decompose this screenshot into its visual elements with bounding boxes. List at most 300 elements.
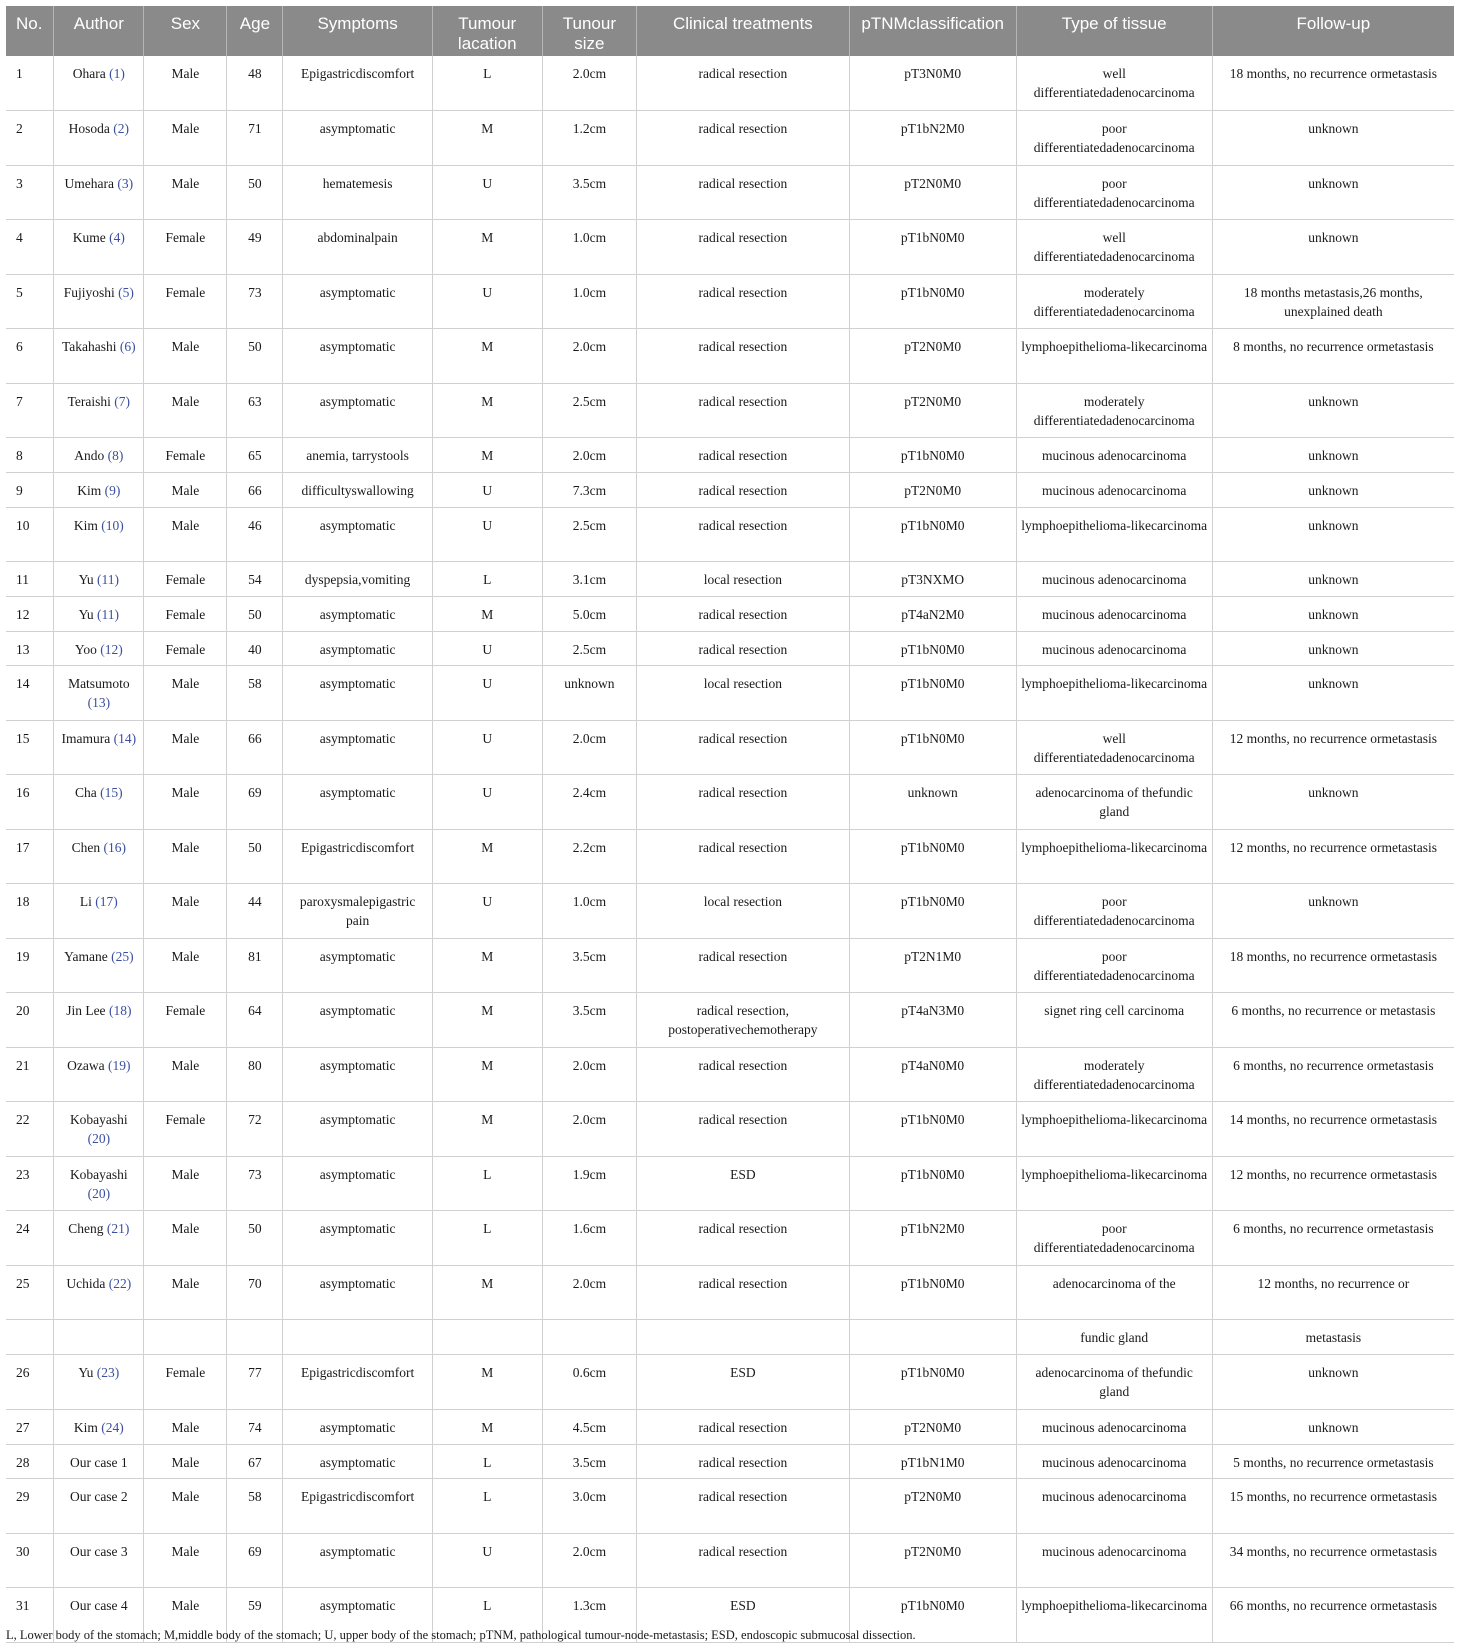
table-row — [6, 993, 1454, 1048]
cell-sex: Male — [144, 1533, 227, 1588]
cell-size — [542, 1320, 636, 1355]
cell-location: M — [432, 329, 542, 384]
case-table — [6, 6, 1454, 1643]
cell-treatment: radical resection — [637, 720, 850, 775]
cell-sex: Male — [144, 165, 227, 220]
cell-follow-up: 6 months, no recurrence ormetastasis — [1212, 1047, 1454, 1102]
cell-ptnm: pT3N0M0 — [849, 56, 1016, 111]
cell-age: 59 — [227, 1588, 283, 1643]
cell-location: U — [432, 472, 542, 507]
cell-tissue: mucinous adenocarcinoma — [1016, 1479, 1212, 1534]
cell-symptoms: anemia, tarrystools — [283, 438, 432, 473]
cell-no: 15 — [6, 720, 54, 775]
cell-symptoms: hematemesis — [283, 165, 432, 220]
cell-size: unknown — [542, 666, 636, 721]
header-no: No. — [6, 6, 54, 56]
cell-no: 11 — [6, 562, 54, 597]
reference-link[interactable]: (17) — [95, 894, 118, 910]
cell-follow-up: unknown — [1212, 884, 1454, 939]
table-row — [6, 775, 1454, 830]
cell-tissue: well differentiatedadenocarcinoma — [1016, 720, 1212, 775]
cell-author — [54, 507, 144, 562]
cell-author — [54, 1320, 144, 1355]
cell-no: 2 — [6, 111, 54, 166]
cell-size: 2.5cm — [542, 631, 636, 666]
cell-no: 5 — [6, 274, 54, 329]
author-name: Uchida — [66, 1275, 106, 1291]
cell-follow-up: 12 months, no recurrence ormetastasis — [1212, 829, 1454, 884]
cell-author — [54, 631, 144, 666]
cell-ptnm: pT2N0M0 — [849, 1409, 1016, 1444]
reference-link[interactable]: (4) — [109, 230, 125, 245]
cell-ptnm: pT2N0M0 — [849, 472, 1016, 507]
table-row — [6, 507, 1454, 562]
cell-age: 80 — [227, 1047, 283, 1102]
cell-no: 18 — [6, 884, 54, 939]
author-name: Yu — [78, 606, 94, 622]
table-row — [6, 829, 1454, 884]
cell-no: 7 — [6, 383, 54, 438]
author-name: Takahashi — [61, 339, 117, 354]
cell-no: 9 — [6, 472, 54, 507]
table-row — [6, 383, 1454, 438]
cell-tissue: poor differentiatedadenocarcinoma — [1016, 1211, 1212, 1266]
author-name: Ando — [74, 448, 105, 463]
reference-link[interactable]: (11) — [97, 572, 120, 588]
cell-follow-up: unknown — [1212, 562, 1454, 597]
reference-link[interactable]: (20) — [87, 1185, 111, 1201]
reference-link[interactable]: (23) — [96, 1365, 120, 1381]
reference-link[interactable]: (11) — [97, 606, 120, 622]
cell-follow-up: unknown — [1212, 775, 1454, 830]
header-clinical-treatments: Clinical treatments — [637, 6, 850, 56]
cell-tissue: fundic gland — [1016, 1320, 1212, 1355]
cell-location: U — [432, 274, 542, 329]
cell-sex: Male — [144, 1156, 227, 1211]
cell-tissue: mucinous adenocarcinoma — [1016, 438, 1212, 473]
cell-age: 71 — [227, 111, 283, 166]
reference-link[interactable]: (15) — [100, 785, 123, 801]
reference-link[interactable]: (24) — [101, 1419, 124, 1435]
table-row — [6, 1444, 1454, 1479]
cell-author — [54, 1479, 144, 1534]
cell-no: 6 — [6, 329, 54, 384]
cell-size: 2.0cm — [542, 56, 636, 111]
author-name: Ozawa — [67, 1057, 105, 1073]
cell-location: U — [432, 884, 542, 939]
cell-no: 24 — [6, 1211, 54, 1266]
cell-author — [54, 1409, 144, 1444]
cell-location: L — [432, 1156, 542, 1211]
cell-symptoms: asymptomatic — [283, 1409, 432, 1444]
header-tumour-location: Tumour lacation — [432, 6, 542, 56]
cell-size: 2.0cm — [542, 720, 636, 775]
cell-tissue: poor differentiatedadenocarcinoma — [1016, 884, 1212, 939]
cell-ptnm: pT1bN0M0 — [849, 1588, 1016, 1643]
reference-link[interactable]: (3) — [117, 175, 134, 191]
cell-age: 40 — [227, 631, 283, 666]
cell-treatment: radical resection — [637, 383, 850, 438]
cell-ptnm: pT2N0M0 — [849, 383, 1016, 438]
cell-location: M — [432, 938, 542, 993]
case-table-container — [6, 6, 1454, 1643]
cell-sex: Female — [144, 631, 227, 666]
cell-author — [54, 775, 144, 830]
cell-author — [54, 165, 144, 220]
cell-location: U — [432, 507, 542, 562]
cell-tissue: moderately differentiatedadenocarcinoma — [1016, 274, 1212, 329]
cell-follow-up: 12 months, no recurrence ormetastasis — [1212, 1156, 1454, 1211]
cell-tissue: lymphoepithelioma-likecarcinoma — [1016, 1102, 1212, 1157]
cell-location: M — [432, 1047, 542, 1102]
cell-treatment: radical resection — [637, 1444, 850, 1479]
cell-size: 3.5cm — [542, 993, 636, 1048]
cell-follow-up: unknown — [1212, 383, 1454, 438]
author-name: Li — [79, 894, 92, 910]
reference-link[interactable]: (18) — [108, 1003, 132, 1019]
cell-treatment: radical resection — [637, 1102, 850, 1157]
cell-location: M — [432, 220, 542, 275]
cell-ptnm: pT4aN2M0 — [849, 596, 1016, 631]
cell-follow-up: 18 months, no recurrence ormetastasis — [1212, 56, 1454, 111]
cell-ptnm: pT1bN0M0 — [849, 884, 1016, 939]
cell-treatment: radical resection — [637, 274, 850, 329]
cell-follow-up: metastasis — [1212, 1320, 1454, 1355]
cell-ptnm: pT1bN0M0 — [849, 1265, 1016, 1320]
reference-link[interactable]: (5) — [118, 284, 134, 300]
cell-symptoms: asymptomatic — [283, 111, 432, 166]
cell-sex: Male — [144, 472, 227, 507]
reference-link[interactable]: (7) — [114, 393, 131, 409]
cell-treatment: radical resection — [637, 631, 850, 666]
cell-sex: Female — [144, 220, 227, 275]
cell-tissue: lymphoepithelioma-likecarcinoma — [1016, 1588, 1212, 1643]
cell-tissue: mucinous adenocarcinoma — [1016, 596, 1212, 631]
reference-link[interactable]: (13) — [87, 695, 111, 711]
cell-symptoms: asymptomatic — [283, 274, 432, 329]
reference-link[interactable]: (25) — [111, 948, 134, 964]
reference-link[interactable]: (9) — [104, 482, 121, 498]
reference-link[interactable]: (16) — [103, 839, 126, 855]
cell-follow-up: 6 months, no recurrence or metastasis — [1212, 993, 1454, 1048]
cell-follow-up: 18 months metastasis,26 months, unexplained death — [1212, 274, 1454, 329]
cell-age: 73 — [227, 1156, 283, 1211]
cell-sex: Male — [144, 720, 227, 775]
cell-no: 25 — [6, 1265, 54, 1320]
cell-symptoms: Epigastricdiscomfort — [283, 1355, 432, 1410]
author-name: Our case 3 — [69, 1543, 128, 1559]
cell-tissue: mucinous adenocarcinoma — [1016, 1533, 1212, 1588]
cell-treatment: radical resection — [637, 165, 850, 220]
table-row — [6, 1409, 1454, 1444]
cell-location — [432, 1320, 542, 1355]
reference-link[interactable]: (22) — [108, 1275, 132, 1291]
cell-no: 1 — [6, 56, 54, 111]
cell-sex: Female — [144, 562, 227, 597]
author-name: Cheng — [68, 1221, 104, 1237]
cell-author — [54, 111, 144, 166]
cell-age: 69 — [227, 775, 283, 830]
cell-location: M — [432, 438, 542, 473]
cell-author — [54, 562, 144, 597]
cell-ptnm: pT1bN0M0 — [849, 507, 1016, 562]
cell-symptoms: asymptomatic — [283, 631, 432, 666]
cell-location: M — [432, 1265, 542, 1320]
table-row — [6, 1533, 1454, 1588]
cell-sex: Female — [144, 993, 227, 1048]
cell-age: 50 — [227, 165, 283, 220]
cell-follow-up: unknown — [1212, 507, 1454, 562]
cell-location: L — [432, 1479, 542, 1534]
cell-symptoms: asymptomatic — [283, 938, 432, 993]
cell-age — [227, 1320, 283, 1355]
cell-size: 2.0cm — [542, 1102, 636, 1157]
cell-author — [54, 1211, 144, 1266]
cell-sex: Male — [144, 1265, 227, 1320]
cell-age: 69 — [227, 1533, 283, 1588]
reference-link[interactable]: (6) — [119, 339, 136, 354]
cell-ptnm: pT1bN2M0 — [849, 111, 1016, 166]
cell-treatment: radical resection — [637, 438, 850, 473]
cell-no: 30 — [6, 1533, 54, 1588]
cell-location: U — [432, 1533, 542, 1588]
cell-follow-up: unknown — [1212, 1355, 1454, 1410]
cell-tissue: poor differentiatedadenocarcinoma — [1016, 111, 1212, 166]
cell-symptoms: asymptomatic — [283, 993, 432, 1048]
cell-location: L — [432, 1211, 542, 1266]
cell-author — [54, 884, 144, 939]
table-row — [6, 596, 1454, 631]
header-row — [6, 6, 1454, 56]
cell-size: 3.0cm — [542, 1479, 636, 1534]
cell-symptoms: asymptomatic — [283, 1444, 432, 1479]
cell-no: 8 — [6, 438, 54, 473]
cell-size: 3.5cm — [542, 938, 636, 993]
cell-ptnm: pT1bN1M0 — [849, 1444, 1016, 1479]
cell-sex: Male — [144, 1409, 227, 1444]
cell-location: L — [432, 562, 542, 597]
cell-follow-up: 12 months, no recurrence ormetastasis — [1212, 720, 1454, 775]
cell-author — [54, 329, 144, 384]
cell-no: 28 — [6, 1444, 54, 1479]
cell-no: 16 — [6, 775, 54, 830]
cell-treatment — [637, 1320, 850, 1355]
cell-ptnm: pT3NXMO — [849, 562, 1016, 597]
author-name: Our case 2 — [69, 1489, 128, 1505]
cell-sex: Male — [144, 111, 227, 166]
cell-size: 2.0cm — [542, 1533, 636, 1588]
reference-link[interactable]: (12) — [100, 641, 123, 657]
cell-tissue: adenocarcinoma of the — [1016, 1265, 1212, 1320]
cell-sex: Male — [144, 1211, 227, 1266]
cell-size: 3.5cm — [542, 1444, 636, 1479]
cell-no: 29 — [6, 1479, 54, 1534]
reference-link[interactable]: (10) — [101, 517, 124, 533]
cell-age: 50 — [227, 1211, 283, 1266]
reference-link[interactable]: (14) — [113, 730, 137, 746]
author-name: Fujiyoshi — [63, 284, 115, 300]
header-author: Author — [54, 6, 144, 56]
cell-no — [6, 1320, 54, 1355]
cell-treatment: radical resection — [637, 56, 850, 111]
reference-link[interactable]: (2) — [113, 121, 129, 136]
cell-no: 10 — [6, 507, 54, 562]
cell-treatment: radical resection — [637, 1047, 850, 1102]
author-name: Yamane — [64, 948, 108, 964]
cell-sex: Male — [144, 56, 227, 111]
cell-follow-up: unknown — [1212, 438, 1454, 473]
cell-ptnm: pT1bN0M0 — [849, 1355, 1016, 1410]
author-name: Cha — [75, 785, 97, 801]
cell-location: M — [432, 993, 542, 1048]
cell-age: 77 — [227, 1355, 283, 1410]
cell-size: 5.0cm — [542, 596, 636, 631]
cell-ptnm: pT2N0M0 — [849, 1479, 1016, 1534]
cell-treatment: ESD — [637, 1355, 850, 1410]
cell-ptnm: pT1bN0M0 — [849, 438, 1016, 473]
cell-tissue: lymphoepithelioma-likecarcinoma — [1016, 1156, 1212, 1211]
cell-location: L — [432, 1444, 542, 1479]
cell-ptnm: pT1bN0M0 — [849, 1156, 1016, 1211]
cell-size: 0.6cm — [542, 1355, 636, 1410]
cell-treatment: radical resection — [637, 329, 850, 384]
author-name: Imamura — [61, 730, 111, 746]
reference-link[interactable]: (1) — [109, 66, 125, 81]
cell-author — [54, 56, 144, 111]
cell-age: 64 — [227, 993, 283, 1048]
cell-treatment: radical resection — [637, 1211, 850, 1266]
cell-author — [54, 1265, 144, 1320]
table-row — [6, 1047, 1454, 1102]
cell-follow-up: 14 months, no recurrence ormetastasis — [1212, 1102, 1454, 1157]
cell-ptnm: pT1bN0M0 — [849, 631, 1016, 666]
cell-ptnm: unknown — [849, 775, 1016, 830]
header-age: Age — [227, 6, 283, 56]
cell-tissue: moderately differentiatedadenocarcinoma — [1016, 383, 1212, 438]
cell-treatment: radical resection — [637, 775, 850, 830]
cell-sex: Female — [144, 1355, 227, 1410]
table-row — [6, 1156, 1454, 1211]
cell-age: 66 — [227, 472, 283, 507]
reference-link[interactable]: (19) — [108, 1057, 131, 1073]
reference-link[interactable]: (20) — [87, 1131, 111, 1147]
cell-location: M — [432, 383, 542, 438]
table-row — [6, 165, 1454, 220]
cell-no: 23 — [6, 1156, 54, 1211]
cell-sex: Male — [144, 775, 227, 830]
cell-ptnm: pT1bN2M0 — [849, 1211, 1016, 1266]
cell-treatment: radical resection — [637, 1265, 850, 1320]
cell-sex: Male — [144, 383, 227, 438]
cell-location: M — [432, 1409, 542, 1444]
cell-follow-up: unknown — [1212, 631, 1454, 666]
cell-follow-up: unknown — [1212, 596, 1454, 631]
cell-ptnm: pT2N0M0 — [849, 165, 1016, 220]
cell-ptnm: pT1bN0M0 — [849, 274, 1016, 329]
cell-treatment: radical resection — [637, 596, 850, 631]
cell-age: 44 — [227, 884, 283, 939]
table-row — [6, 472, 1454, 507]
cell-author — [54, 829, 144, 884]
author-name: Matsumoto — [68, 676, 130, 692]
cell-size: 4.5cm — [542, 1409, 636, 1444]
cell-author — [54, 220, 144, 275]
cell-sex: Male — [144, 329, 227, 384]
reference-link[interactable]: (8) — [107, 448, 124, 463]
cell-tissue: lymphoepithelioma-likecarcinoma — [1016, 507, 1212, 562]
cell-follow-up: 5 months, no recurrence ormetastasis — [1212, 1444, 1454, 1479]
table-row — [6, 1102, 1454, 1157]
cell-ptnm: pT1bN0M0 — [849, 1102, 1016, 1157]
cell-location: M — [432, 596, 542, 631]
cell-no: 12 — [6, 596, 54, 631]
cell-ptnm: pT4aN3M0 — [849, 993, 1016, 1048]
cell-author — [54, 1156, 144, 1211]
cell-follow-up: 66 months, no recurrence ormetastasis — [1212, 1588, 1454, 1643]
cell-tissue: lymphoepithelioma-likecarcinoma — [1016, 829, 1212, 884]
cell-symptoms: asymptomatic — [283, 1102, 432, 1157]
cell-size: 1.0cm — [542, 220, 636, 275]
cell-author — [54, 1533, 144, 1588]
cell-treatment: local resection — [637, 562, 850, 597]
cell-sex: Male — [144, 1588, 227, 1643]
cell-sex: Male — [144, 884, 227, 939]
cell-no: 20 — [6, 993, 54, 1048]
cell-treatment: radical resection — [637, 507, 850, 562]
cell-age: 81 — [227, 938, 283, 993]
author-name: Hosoda — [68, 121, 110, 136]
cell-symptoms — [283, 1320, 432, 1355]
cell-no: 13 — [6, 631, 54, 666]
cell-ptnm: pT2N1M0 — [849, 938, 1016, 993]
cell-sex: Male — [144, 666, 227, 721]
cell-tissue: lymphoepithelioma-likecarcinoma — [1016, 666, 1212, 721]
cell-sex: Male — [144, 507, 227, 562]
cell-age: 48 — [227, 56, 283, 111]
cell-no: 27 — [6, 1409, 54, 1444]
author-name: Kume — [72, 230, 106, 245]
cell-author — [54, 666, 144, 721]
cell-follow-up: unknown — [1212, 220, 1454, 275]
cell-tissue: mucinous adenocarcinoma — [1016, 631, 1212, 666]
cell-age: 58 — [227, 1479, 283, 1534]
table-row — [6, 329, 1454, 384]
header-symptoms: Symptoms — [283, 6, 432, 56]
cell-sex — [144, 1320, 227, 1355]
cell-author — [54, 720, 144, 775]
cell-follow-up: unknown — [1212, 472, 1454, 507]
cell-symptoms: asymptomatic — [283, 1265, 432, 1320]
header-tumour-size: Tunour size — [542, 6, 636, 56]
cell-author — [54, 596, 144, 631]
table-row — [6, 720, 1454, 775]
cell-tissue: mucinous adenocarcinoma — [1016, 1444, 1212, 1479]
cell-tissue: poor differentiatedadenocarcinoma — [1016, 165, 1212, 220]
cell-author — [54, 383, 144, 438]
cell-follow-up: unknown — [1212, 1409, 1454, 1444]
cell-age: 50 — [227, 596, 283, 631]
cell-location: U — [432, 165, 542, 220]
cell-age: 72 — [227, 1102, 283, 1157]
cell-sex: Female — [144, 438, 227, 473]
cell-tissue: adenocarcinoma of thefundic gland — [1016, 775, 1212, 830]
cell-size: 2.2cm — [542, 829, 636, 884]
cell-symptoms: asymptomatic — [283, 666, 432, 721]
reference-link[interactable]: (21) — [106, 1221, 130, 1237]
cell-ptnm: pT1bN0M0 — [849, 220, 1016, 275]
table-row — [6, 274, 1454, 329]
cell-tissue: well differentiatedadenocarcinoma — [1016, 220, 1212, 275]
